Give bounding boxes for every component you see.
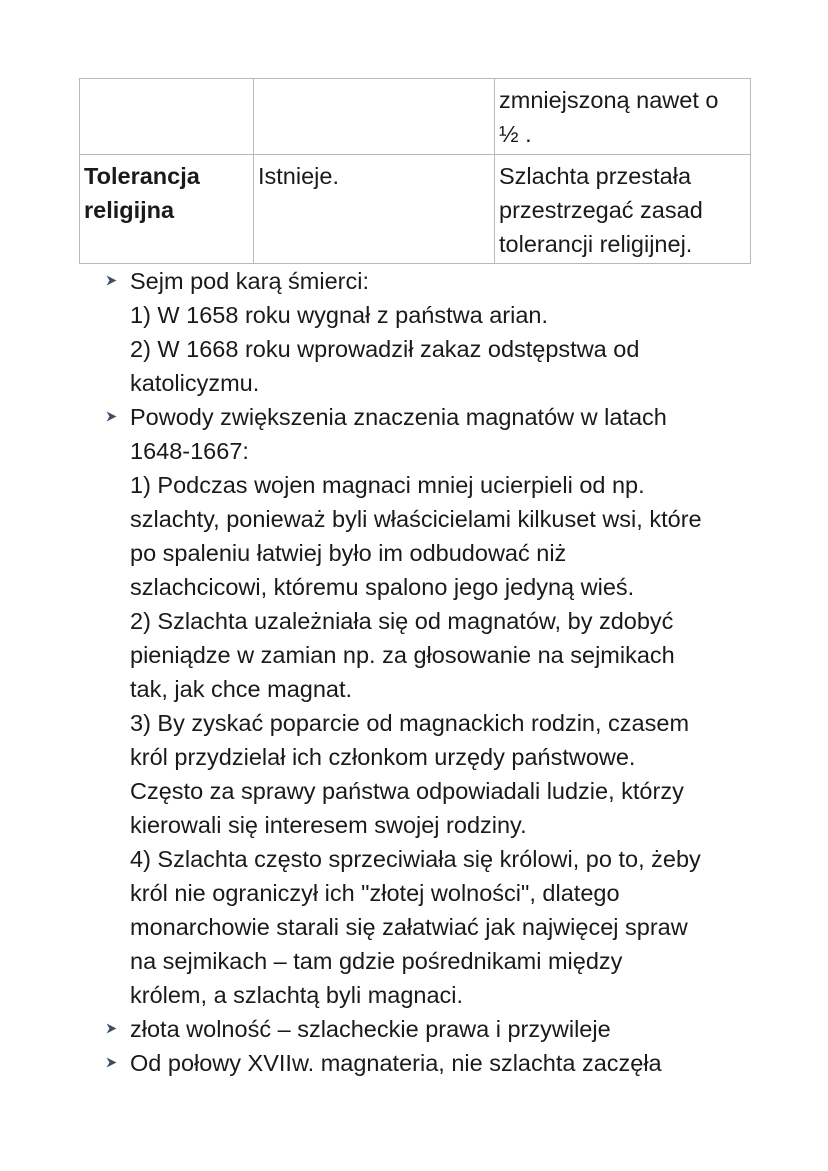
row-heading: religijna — [84, 197, 175, 223]
arrow-right-icon — [105, 1046, 121, 1080]
list-item-text: król przydzielał ich członkom urzędy państwowe. — [130, 744, 636, 770]
list-item-text: pieniądze w zamian np. za głosowanie na sejmikach — [130, 642, 675, 668]
list-item-text: monarchowie starali się załatwiać jak najwięcej spraw — [130, 914, 688, 940]
list-item-text: 2) Szlachta uzależniała się od magnatów, by zdobyć — [130, 608, 674, 634]
list-item-text: 1) W 1658 roku wygnał z państwa arian. — [130, 302, 548, 328]
list-item-text: szlachcicowi, któremu spalono jego jedyną wieś. — [130, 574, 635, 600]
cell-text: tolerancji religijnej. — [499, 231, 693, 257]
list-item-text: kierowali się interesem swojej rodziny. — [130, 812, 527, 838]
list-item-text: Często za sprawy państwa odpowiadali ludzie, którzy — [130, 778, 684, 804]
table-cell — [495, 79, 751, 155]
table-cell — [254, 79, 495, 155]
list-item-text: 1648-1667: — [130, 438, 249, 464]
cell-text: Istnieje. — [258, 163, 339, 189]
cell-text: Szlachta przestała — [499, 163, 692, 189]
list-item-text: 1) Podczas wojen magnaci mniej ucierpieli od np. — [130, 472, 645, 498]
table-cell — [254, 155, 495, 264]
list-item-text: złota wolność – szlacheckie prawa i przywileje — [130, 1016, 611, 1042]
list-item — [105, 1012, 795, 1046]
arrow-right-icon — [105, 1012, 121, 1046]
table-cell — [495, 155, 751, 264]
row-heading: Tolerancja — [84, 163, 200, 189]
cell-text: ½ . — [499, 121, 532, 147]
list-item-text: po spaleniu łatwiej było im odbudować niż — [130, 540, 567, 566]
list-item-text: 3) By zyskać poparcie od magnackich rodzin, czasem — [130, 710, 690, 736]
list-item — [105, 1046, 795, 1080]
list-item-text: szlachty, ponieważ byli właścicielami kilkuset wsi, które — [130, 506, 702, 532]
list-item-text: na sejmikach – tam gdzie pośrednikami między — [130, 948, 623, 974]
table-row — [80, 79, 751, 155]
arrow-right-icon — [105, 264, 121, 298]
list-item-text: królem, a szlachtą byli magnaci. — [130, 982, 464, 1008]
cell-text: przestrzegać zasad — [499, 197, 703, 223]
list-item-text: Powody zwiększenia znaczenia magnatów w latach — [130, 404, 667, 430]
list-item — [105, 264, 795, 400]
bullet-list — [105, 264, 795, 1080]
list-item-text: 2) W 1668 roku wprowadził zakaz odstępstwa od — [130, 336, 640, 362]
table-cell-header — [80, 155, 254, 264]
list-item-text: tak, jak chce magnat. — [130, 676, 353, 702]
list-item-text: król nie ograniczył ich "złotej wolności", dlatego — [130, 880, 620, 906]
list-item-text: Od połowy XVIIw. magnateria, nie szlachta zaczęła — [130, 1050, 662, 1076]
table-row — [80, 155, 751, 264]
cell-text: zmniejszoną nawet o — [499, 87, 719, 113]
list-item-text: 4) Szlachta często sprzeciwiała się królowi, po to, żeby — [130, 846, 701, 872]
arrow-right-icon — [105, 400, 121, 434]
comparison-table — [79, 78, 751, 264]
table-cell — [80, 79, 254, 155]
list-item — [105, 400, 795, 1012]
list-item-text: Sejm pod karą śmierci: — [130, 268, 369, 294]
list-item-text: katolicyzmu. — [130, 370, 260, 396]
